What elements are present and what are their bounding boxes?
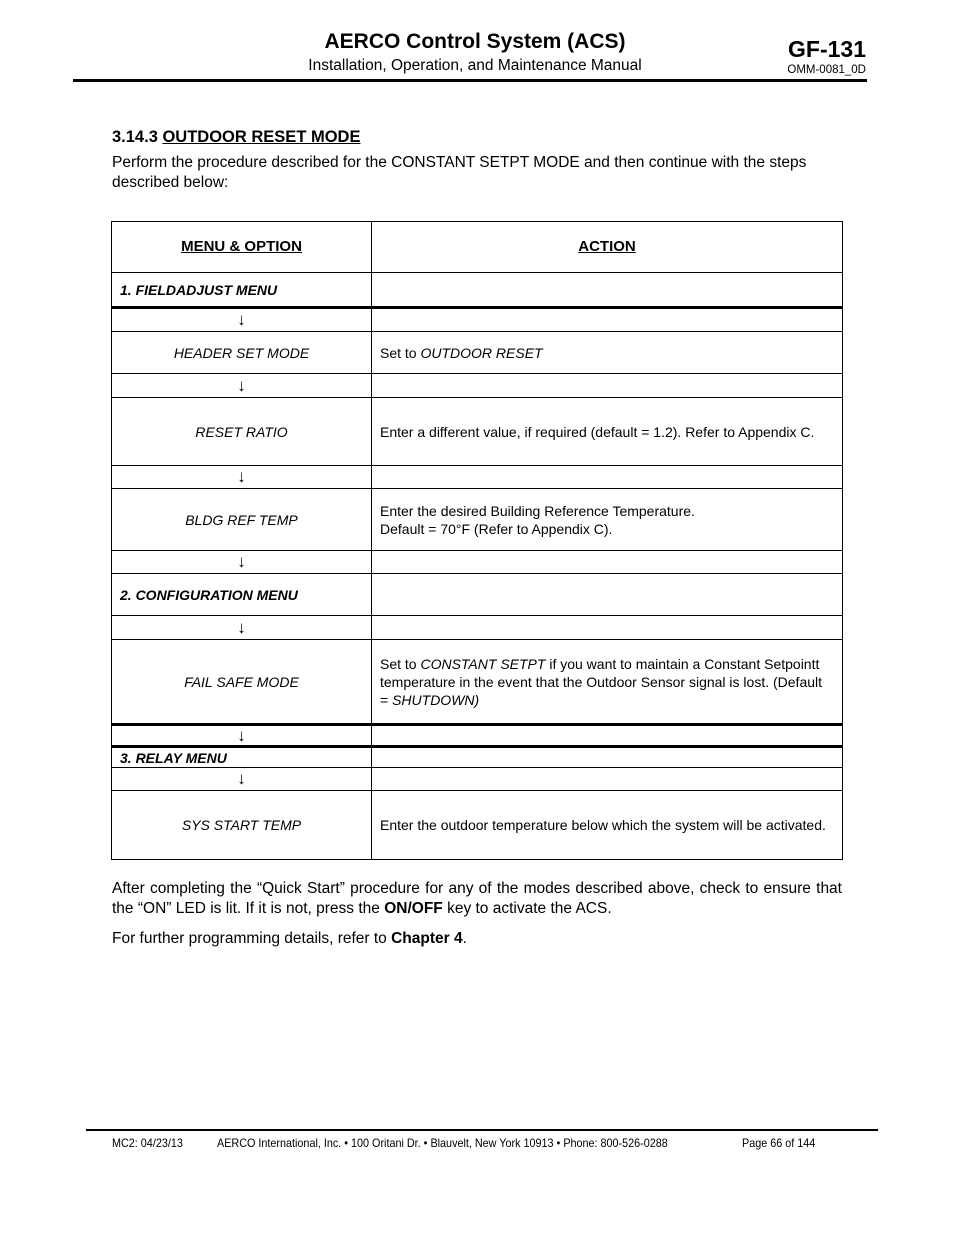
action-text: if you want to maintain a Constant Setpointt temperature in the event that the Outdoor Sensor signal is lost. (Default = xyxy=(380,655,823,708)
action-header-set-mode xyxy=(372,332,843,374)
action-bldg-ref-temp xyxy=(372,489,843,551)
section-number: 3.14.3 xyxy=(112,128,158,146)
closing-text: After completing the “Quick Start” procedure for any of the modes described above, check to ensure that the “ON” LED is lit. If it is not, press the xyxy=(112,880,842,917)
menu-configuration: 2. CONFIGURATION MENU xyxy=(112,574,372,616)
action-cell-empty xyxy=(372,273,843,308)
reference-paragraph xyxy=(112,929,467,949)
action-cell-empty xyxy=(372,725,843,747)
down-arrow-icon: ↓ xyxy=(112,308,372,332)
action-text-line2: Default = 70°F (Refer to Appendix C). xyxy=(380,520,613,537)
action-cell-empty xyxy=(372,551,843,574)
table-row xyxy=(112,768,843,791)
table-row xyxy=(112,791,843,860)
section-intro: Perform the procedure described for the CONSTANT SETPT MODE and then continue with the steps described below: xyxy=(112,154,807,191)
action-text-line1: Enter the desired Building Reference Temperature. xyxy=(380,502,695,519)
option-header-set-mode: HEADER SET MODE xyxy=(112,332,372,374)
table-row xyxy=(112,332,843,374)
action-cell-empty xyxy=(372,574,843,616)
down-arrow-icon: ↓ xyxy=(112,616,372,640)
action-sys-start-temp: Enter the outdoor temperature below which the system will be activated. xyxy=(372,791,843,860)
closing-text-end: key to activate the ACS. xyxy=(442,900,612,917)
menu-option-header: MENU & OPTION xyxy=(112,222,372,273)
down-arrow-icon: ↓ xyxy=(112,374,372,398)
on-off-key-label: ON/OFF xyxy=(384,900,443,917)
footer-page-number: Page 66 of 144 xyxy=(742,1136,816,1150)
section-heading xyxy=(112,128,360,147)
action-cell-empty xyxy=(372,308,843,332)
table-row xyxy=(112,308,843,332)
action-cell-empty xyxy=(372,768,843,791)
action-fail-safe-mode xyxy=(372,640,843,725)
action-cell-empty xyxy=(372,747,843,768)
table-row xyxy=(112,398,843,466)
procedure-table xyxy=(111,221,843,860)
menu-fieldadjust: 1. FIELDADJUST MENU xyxy=(112,273,372,308)
down-arrow-icon: ↓ xyxy=(112,725,372,747)
reference-text: For further programming details, refer to xyxy=(112,930,392,947)
footer-company: AERCO International, Inc. • 100 Oritani Dr. • Blauvelt, New York 10913 • Phone: 800-526-0288 xyxy=(217,1136,668,1150)
option-reset-ratio: RESET RATIO xyxy=(112,398,372,466)
menu-relay: 3. RELAY MENU xyxy=(112,747,372,768)
table-row xyxy=(112,747,843,768)
table-row xyxy=(112,273,843,308)
closing-paragraph xyxy=(112,879,842,919)
action-text: Set to xyxy=(380,655,421,672)
chapter-reference: Chapter 4 xyxy=(391,930,463,947)
table-row xyxy=(112,616,843,640)
action-text: Set to xyxy=(380,344,421,361)
action-cell-empty xyxy=(372,466,843,489)
down-arrow-icon: ↓ xyxy=(112,551,372,574)
action-reset-ratio: Enter a different value, if required (default = 1.2). Refer to Appendix C. xyxy=(372,398,843,466)
document-title: AERCO Control System (ACS) xyxy=(324,30,626,53)
section-title: OUTDOOR RESET MODE xyxy=(162,128,361,146)
table-header-row xyxy=(112,222,843,273)
header-divider xyxy=(73,79,867,82)
action-header: ACTION xyxy=(372,222,843,273)
action-cell-empty xyxy=(372,616,843,640)
footer-revision: MC2: 04/23/13 xyxy=(112,1136,183,1150)
down-arrow-icon: ↓ xyxy=(112,466,372,489)
table-row xyxy=(112,640,843,725)
option-fail-safe-mode: FAIL SAFE MODE xyxy=(112,640,372,725)
action-italic-text: OUTDOOR RESET xyxy=(420,344,543,361)
table-row xyxy=(112,725,843,747)
down-arrow-icon: ↓ xyxy=(112,768,372,791)
table-row xyxy=(112,551,843,574)
action-cell-empty xyxy=(372,374,843,398)
table-row xyxy=(112,574,843,616)
option-sys-start-temp: SYS START TEMP xyxy=(112,791,372,860)
action-italic-text: SHUTDOWN) xyxy=(392,691,480,708)
document-code: GF-131 xyxy=(788,36,866,62)
footer-divider xyxy=(86,1129,878,1131)
document-number: OMM-0081_0D xyxy=(787,64,866,76)
reference-text-end: . xyxy=(462,930,467,947)
table-row xyxy=(112,466,843,489)
option-bldg-ref-temp: BLDG REF TEMP xyxy=(112,489,372,551)
action-italic-text: CONSTANT SETPT xyxy=(420,655,546,672)
table-row xyxy=(112,374,843,398)
table-row xyxy=(112,489,843,551)
document-subtitle: Installation, Operation, and Maintenance Manual xyxy=(308,57,642,74)
